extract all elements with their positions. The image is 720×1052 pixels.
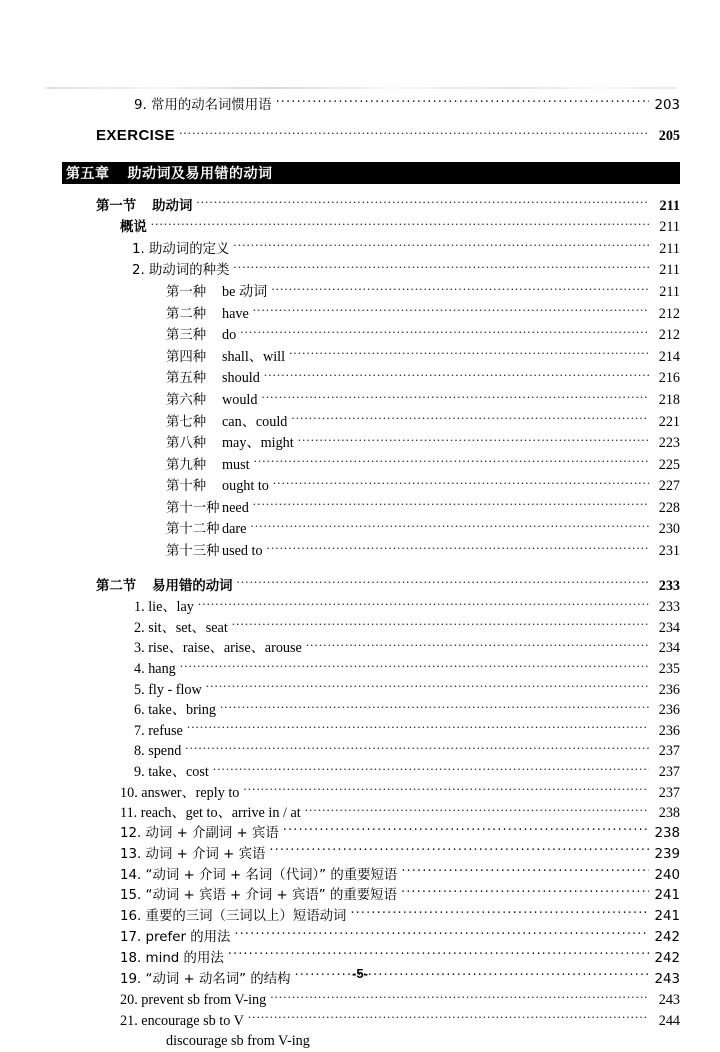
toc-entry-kind[interactable]: [62, 455, 680, 477]
toc-entry[interactable]: [62, 597, 680, 618]
kind-label: 第八种: [166, 436, 207, 452]
toc-entry-title: [166, 390, 261, 411]
leader-dots: [305, 803, 649, 817]
toc-entry-title: 1. lie、lay: [134, 599, 194, 616]
toc-entry[interactable]: [62, 741, 680, 762]
toc-entry-page: 225: [658, 456, 680, 473]
leader-dots: [283, 824, 649, 837]
leader-dots: [206, 679, 649, 693]
kind-name: need: [222, 499, 249, 516]
toc-entry[interactable]: [62, 1011, 680, 1032]
toc-entry-page: 241: [654, 888, 680, 904]
kind-label: 第十二种: [166, 522, 220, 538]
toc-entry[interactable]: [62, 96, 680, 117]
section-heading-page: 233: [658, 577, 680, 594]
toc-entry-page: 223: [658, 435, 680, 452]
leader-dots: [261, 390, 649, 404]
toc-entry-title: [166, 541, 267, 562]
toc-entry-kind[interactable]: [62, 325, 680, 347]
leader-dots: [401, 886, 649, 899]
toc-entry-title: [166, 282, 271, 303]
kind-label: 第三种: [166, 328, 207, 344]
kind-label: 第一种: [166, 284, 207, 300]
spacer: [62, 562, 680, 575]
toc-entry-title: 2. sit、set、seat: [134, 619, 228, 636]
leader-dots: [233, 239, 649, 253]
toc-entry-kind[interactable]: [62, 476, 680, 498]
toc-entry-title: [166, 368, 264, 389]
toc-entry[interactable]: [62, 886, 680, 907]
toc-entry-page: 228: [658, 499, 680, 516]
toc-entry[interactable]: [62, 618, 680, 639]
toc-entry-page: 212: [658, 305, 680, 322]
toc-entry-title: [166, 347, 289, 368]
toc-entry-page: 231: [658, 543, 680, 560]
toc-entry-page: 203: [654, 98, 680, 114]
toc-entry-kind[interactable]: [62, 498, 680, 520]
leader-dots: [198, 597, 649, 611]
toc-entry[interactable]: [62, 638, 680, 659]
toc-entry[interactable]: [62, 803, 680, 824]
toc-entry[interactable]: [62, 700, 680, 721]
toc-entry-title: 19. “动词 + 动名词” 的结构: [120, 971, 291, 987]
leader-dots: [237, 575, 649, 589]
toc-entry-page: 227: [658, 478, 680, 495]
toc-entry[interactable]: [62, 928, 680, 949]
toc-entry-title: 15. “动词 + 宾语 + 介词 + 宾语” 的重要短语: [120, 888, 397, 904]
toc-entry-title: [166, 455, 254, 476]
toc-entry-kind[interactable]: [62, 347, 680, 369]
toc-entry-title: 2. 助动词的种类: [132, 263, 230, 279]
leader-dots: [270, 990, 649, 1004]
kind-name: shall、will: [222, 348, 286, 365]
toc-entry-page: 221: [658, 413, 680, 430]
section-one: [62, 195, 680, 562]
toc-entry-continuation: discourage sb from V-ing: [166, 1033, 310, 1050]
toc-entry[interactable]: [62, 824, 680, 845]
kind-name: ought to: [222, 478, 269, 495]
toc-entry-title: [166, 304, 253, 325]
toc-entry-page: 244: [658, 1012, 680, 1029]
leader-dots: [350, 907, 649, 920]
toc-content: [62, 96, 680, 1052]
leader-dots: [228, 948, 649, 961]
scan-artifact: [46, 87, 676, 89]
toc-entry-page: 241: [654, 909, 680, 925]
toc-entry-title: [166, 433, 298, 454]
toc-entry-page: 234: [658, 640, 680, 657]
section-name: 助动词: [152, 198, 193, 214]
toc-entry-page: 205: [658, 127, 680, 144]
kind-label: 第六种: [166, 392, 207, 408]
toc-entry-kind[interactable]: [62, 519, 680, 541]
toc-entry-page: 238: [658, 805, 680, 822]
leader-dots: [253, 303, 649, 317]
leader-dots: [271, 282, 649, 296]
toc-entry-title: 4. hang: [134, 661, 176, 678]
kind-name: can、could: [222, 413, 288, 430]
toc-entry-kind[interactable]: [62, 541, 680, 563]
toc-entry-page: 218: [658, 391, 680, 408]
kind-name: should: [222, 370, 260, 387]
toc-entry-page: 237: [658, 743, 680, 760]
spacer: [62, 117, 680, 126]
leader-dots: [220, 700, 649, 714]
kind-name: be 动词: [222, 283, 268, 300]
toc-entry-title: 3. rise、raise、arise、arouse: [134, 640, 302, 657]
leader-dots: [151, 217, 649, 231]
leader-dots: [233, 260, 649, 274]
leader-dots: [248, 1011, 649, 1025]
toc-entry-page: 236: [658, 702, 680, 719]
kind-name: dare: [222, 521, 247, 538]
toc-entry[interactable]: [62, 865, 680, 886]
toc-entry-title: 7. refuse: [134, 722, 183, 739]
toc-entry-title: 18. mind 的用法: [120, 950, 224, 966]
leader-dots: [273, 476, 649, 490]
toc-entry[interactable]: [62, 762, 680, 783]
toc-entry-title: [166, 519, 250, 540]
leader-dots: [179, 126, 649, 140]
toc-entry[interactable]: [62, 782, 680, 803]
toc-entry-kind[interactable]: [62, 390, 680, 412]
toc-entry-page: 230: [658, 521, 680, 538]
toc-entry[interactable]: [62, 990, 680, 1011]
toc-entry-page: 235: [658, 661, 680, 678]
leader-dots: [234, 928, 649, 941]
section-heading-title: [96, 577, 237, 597]
toc-entry-title: 6. take、bring: [134, 702, 216, 719]
toc-entry-title: 16. 重要的三词（三词以上）短语动词: [120, 909, 347, 925]
kind-name: have: [222, 305, 249, 322]
leader-dots: [264, 368, 649, 382]
page-number-footer: -5-: [352, 966, 368, 981]
chapter-title: 助动词及易用错的动词: [127, 165, 273, 182]
kind-label: 第十种: [166, 479, 207, 495]
toc-entry-title: 20. prevent sb from V-ing: [120, 992, 267, 1009]
toc-entry-title: 9. 常用的动名词惯用语: [134, 98, 272, 114]
kind-label: 第九种: [166, 457, 207, 473]
kind-name: may、might: [222, 435, 294, 452]
toc-entry-page: 211: [659, 240, 680, 257]
leader-dots: [180, 659, 649, 673]
section-heading-row[interactable]: [62, 195, 680, 217]
kind-label: 第七种: [166, 414, 207, 430]
leader-dots: [250, 519, 649, 533]
toc-entry-title: [166, 476, 273, 497]
toc-entry-page: 238: [654, 826, 680, 841]
leader-dots: [243, 782, 649, 796]
leader-dots: [276, 96, 649, 109]
toc-entry-kind[interactable]: [62, 368, 680, 390]
kind-label: 第十一种: [166, 500, 220, 516]
toc-entry-page: 236: [658, 681, 680, 698]
toc-entry-page: 211: [659, 262, 680, 279]
toc-entry-title: 概说: [120, 220, 147, 236]
section-number: 第二节: [96, 578, 137, 594]
toc-entry-page: 214: [658, 348, 680, 365]
section-heading-title: [96, 197, 196, 217]
toc-entry-page: 211: [659, 219, 680, 236]
section-number: 第一节: [96, 198, 137, 214]
kind-label: 第二种: [166, 306, 207, 322]
section-name: 易用错的动词: [152, 578, 233, 594]
toc-entry[interactable]: [62, 679, 680, 700]
toc-entry-kind[interactable]: [62, 411, 680, 433]
toc-entry-title: 1. 助动词的定义: [132, 241, 230, 257]
toc-entry-title: 8. spend: [134, 743, 182, 760]
toc-entry-page: 236: [658, 722, 680, 739]
chapter-banner[interactable]: [62, 162, 680, 184]
section-heading-row[interactable]: [62, 575, 680, 597]
leader-dots: [240, 325, 649, 339]
toc-entry[interactable]: [62, 844, 680, 865]
section-heading-page: 211: [659, 197, 680, 214]
leader-dots: [185, 741, 649, 755]
toc-entry[interactable]: [62, 659, 680, 680]
toc-entry-title: 10. answer、reply to: [120, 784, 240, 801]
toc-entry-page: 239: [654, 846, 680, 862]
leader-dots: [306, 638, 649, 652]
kind-label: 第四种: [166, 349, 207, 365]
toc-entry-title: EXERCISE: [96, 126, 176, 144]
leader-dots: [187, 721, 649, 735]
kind-name: must: [222, 456, 250, 473]
toc-entry-kind[interactable]: [62, 433, 680, 455]
toc-entry-page: 211: [659, 283, 680, 300]
toc-entry-title: [166, 412, 291, 433]
kind-label: 第十三种: [166, 544, 220, 560]
toc-entry-kind[interactable]: [62, 303, 680, 325]
leader-dots: [232, 618, 649, 632]
toc-entry-title: 11. reach、get to、arrive in / at: [120, 805, 301, 822]
toc-entry[interactable]: [62, 239, 680, 261]
toc-entry[interactable]: [62, 907, 680, 928]
toc-entry[interactable]: [62, 217, 680, 239]
toc-entry-title: 17. prefer 的用法: [120, 929, 231, 945]
leader-dots: [401, 865, 649, 878]
toc-entry-page: 243: [658, 992, 680, 1009]
leader-dots: [213, 762, 649, 776]
toc-entry-page: 242: [654, 950, 680, 966]
leader-dots: [267, 541, 649, 555]
toc-entry-title: 12. 动词 + 介副词 + 宾语: [120, 826, 279, 841]
toc-entry-title: 21. encourage sb to V: [120, 1012, 244, 1029]
toc-entry-title: 14. “动词 + 介词 + 名词（代词）” 的重要短语: [120, 867, 398, 883]
toc-entry-page: 212: [658, 327, 680, 344]
leader-dots: [291, 411, 649, 425]
toc-entry-title: 5. fly - flow: [134, 681, 202, 698]
toc-entry-page: 237: [658, 764, 680, 781]
kind-name: would: [222, 391, 258, 408]
toc-entry-title: 9. take、cost: [134, 764, 209, 781]
toc-top-group: [62, 96, 680, 146]
kind-name: do: [222, 327, 237, 344]
toc-entry-page: 237: [658, 784, 680, 801]
toc-entry-page: 242: [654, 929, 680, 945]
toc-entry-title: [166, 325, 240, 346]
toc-entry-page: 234: [658, 619, 680, 636]
leader-dots: [289, 347, 649, 361]
kind-name: used to: [222, 543, 263, 560]
toc-entry-exercise[interactable]: [62, 126, 680, 147]
toc-entry-page: 216: [658, 370, 680, 387]
toc-entry-page: 243: [654, 971, 680, 987]
toc-entry-page: 233: [658, 599, 680, 616]
toc-entry-title: 13. 动词 + 介词 + 宾语: [120, 846, 266, 862]
leader-dots: [298, 433, 649, 447]
toc-entry[interactable]: [62, 721, 680, 742]
leader-dots: [269, 844, 649, 857]
toc-entry-kind[interactable]: [62, 282, 680, 304]
kind-label: 第五种: [166, 371, 207, 387]
leader-dots: [196, 195, 649, 209]
toc-entry[interactable]: [62, 260, 680, 282]
toc-entry-page: 240: [654, 867, 680, 883]
chapter-number: 第五章: [66, 165, 110, 182]
leader-dots: [253, 498, 649, 512]
toc-entry-title: [166, 498, 253, 519]
leader-dots: [254, 455, 649, 469]
